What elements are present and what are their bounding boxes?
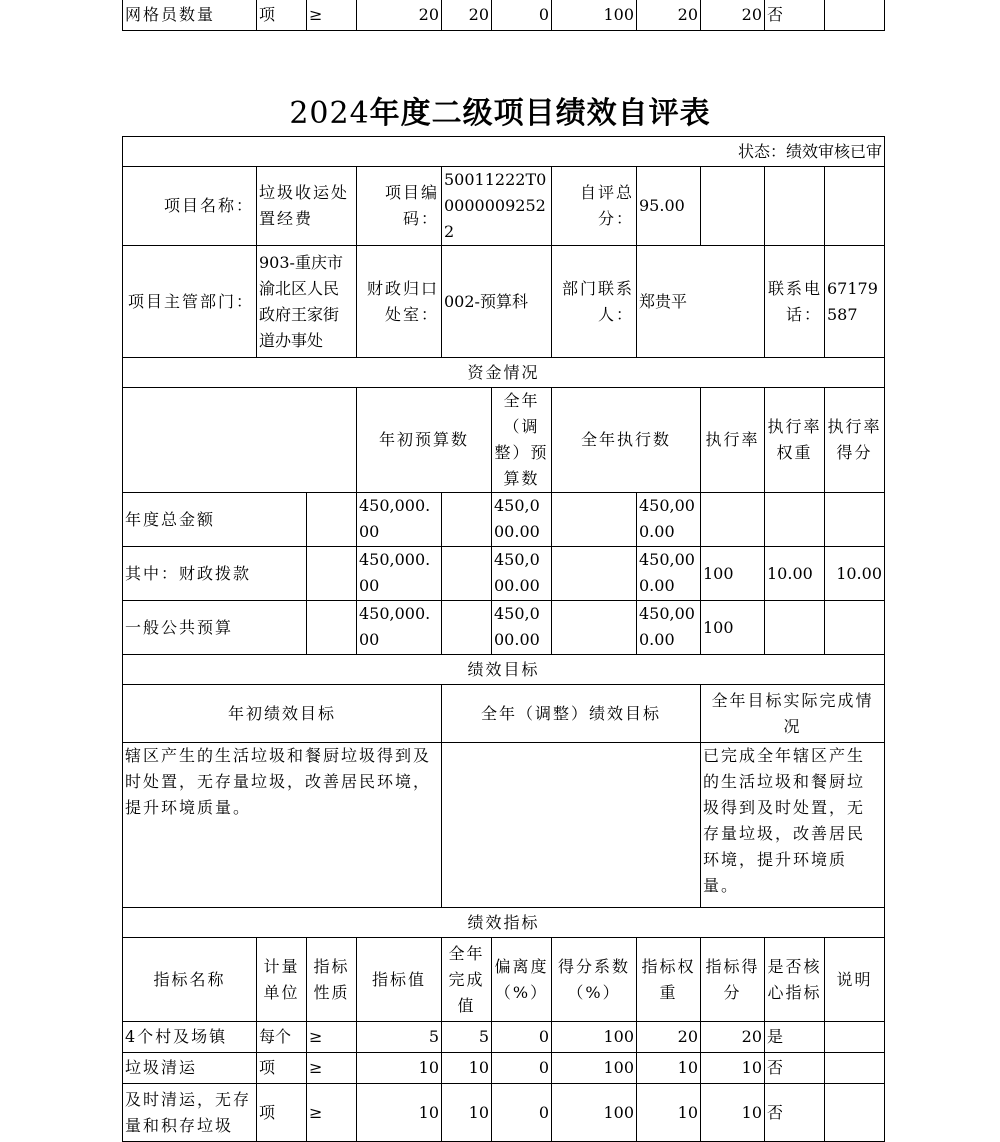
ind-header-nature: 指标性质 [307, 938, 357, 1022]
indicator-nature: ≥ [307, 1053, 357, 1084]
indicator-core: 否 [765, 1053, 825, 1084]
funds-header-initial: 年初预算数 [357, 388, 492, 493]
ind-header-weight: 指标权重 [637, 938, 701, 1022]
indicator-name: 网格员数量 [123, 0, 257, 31]
indicator-unit: 项 [257, 0, 307, 31]
funds-header-weight: 执行率权重 [765, 388, 825, 493]
phone-value: 67179587 [825, 246, 885, 358]
funds-header-executed: 全年执行数 [552, 388, 701, 493]
indicator-deviation: 0 [492, 1022, 552, 1053]
indicator-core: 否 [765, 1084, 825, 1142]
funds-initial: 450,000.00 [357, 601, 442, 655]
indicator-note [825, 0, 885, 31]
funds-executed: 450,000.00 [637, 493, 701, 547]
funds-executed: 450,000.00 [637, 601, 701, 655]
table-row [123, 1084, 885, 1142]
table-row [123, 0, 885, 31]
page-title [0, 88, 1000, 132]
indicator-score: 20 [701, 1022, 765, 1053]
funds-weight: 10.00 [765, 547, 825, 601]
table-row [123, 493, 885, 547]
funds-weight [765, 493, 825, 547]
contact-label: 部门联系人： [552, 246, 637, 358]
dept-label: 项目主管部门： [123, 246, 257, 358]
indicator-name: 4个村及场镇 [123, 1022, 257, 1053]
goal-initial-text: 辖区产生的生活垃圾和餐厨垃圾得到及时处置，无存量垃圾，改善居民环境，提升环境质量。 [123, 743, 442, 908]
ind-header-note: 说明 [825, 938, 885, 1022]
funds-initial: 450,000.00 [357, 547, 442, 601]
indicator-core: 是 [765, 1022, 825, 1053]
indicator-core: 否 [765, 0, 825, 31]
ind-header-core: 是否核心指标 [765, 938, 825, 1022]
project-code-value: 50011222T000000092522 [442, 167, 552, 246]
indicator-target: 5 [357, 1022, 442, 1053]
funds-adjusted: 450,000.00 [492, 547, 552, 601]
funds-adjusted: 450,000.00 [492, 601, 552, 655]
ind-header-score: 指标得分 [701, 938, 765, 1022]
self-score-value: 95.00 [637, 167, 701, 246]
indicator-weight: 20 [637, 0, 701, 31]
title-text: 年度二级项目绩效自评表 [369, 96, 711, 131]
indicator-nature: ≥ [307, 1084, 357, 1142]
previous-indicator-table [122, 0, 885, 31]
contact-value: 郑贵平 [637, 246, 765, 358]
indicator-full-value: 10 [442, 1084, 492, 1142]
indicator-nature: ≥ [307, 1022, 357, 1053]
dept-value: 903-重庆市渝北区人民政府王家街道办事处 [257, 246, 357, 358]
table-row [123, 1022, 885, 1053]
indicator-target: 20 [357, 0, 442, 31]
title-year: 2024 [289, 96, 370, 131]
indicator-weight: 20 [637, 1022, 701, 1053]
indicator-note [825, 1053, 885, 1084]
funds-score: 10.00 [825, 547, 885, 601]
indicator-weight: 10 [637, 1084, 701, 1142]
funds-rate [701, 493, 765, 547]
indicator-coefficient: 100 [552, 1053, 637, 1084]
funds-row-name: 年度总金额 [123, 493, 307, 547]
indicator-coefficient: 100 [552, 1084, 637, 1142]
table-row [123, 601, 885, 655]
ind-header-coefficient: 得分系数（%） [552, 938, 637, 1022]
ind-header-target: 指标值 [357, 938, 442, 1022]
indicator-unit: 项 [257, 1084, 307, 1142]
project-name-value: 垃圾收运处置经费 [257, 167, 357, 246]
indicator-deviation: 0 [492, 1053, 552, 1084]
fin-dept-value: 002-预算科 [442, 246, 552, 358]
indicator-unit: 项 [257, 1053, 307, 1084]
indicator-score: 10 [701, 1084, 765, 1142]
goal-actual-text: 已完成全年辖区产生的生活垃圾和餐厨垃圾得到及时处置，无存量垃圾，改善居民环境，提升环境质量。 [701, 743, 885, 908]
funds-row-name: 其中：财政拨款 [123, 547, 307, 601]
funds-score [825, 601, 885, 655]
funds-header-score: 执行率得分 [825, 388, 885, 493]
indicator-target: 10 [357, 1053, 442, 1084]
indicator-full-value: 20 [442, 0, 492, 31]
indicator-score: 20 [701, 0, 765, 31]
funds-rate: 100 [701, 601, 765, 655]
phone-label: 联系电话： [765, 246, 825, 358]
self-score-label: 自评总分： [552, 167, 637, 246]
indicators-section-header: 绩效指标 [123, 908, 885, 938]
goals-header-adjusted: 全年（调整）绩效目标 [442, 685, 701, 743]
indicator-full-value: 5 [442, 1022, 492, 1053]
performance-evaluation-table [122, 136, 885, 1142]
indicator-deviation: 0 [492, 1084, 552, 1142]
ind-header-full: 全年完成值 [442, 938, 492, 1022]
indicator-nature: ≥ [307, 0, 357, 31]
indicator-score: 10 [701, 1053, 765, 1084]
funds-header-rate: 执行率 [701, 388, 765, 493]
funds-score [825, 493, 885, 547]
ind-header-unit: 计量单位 [257, 938, 307, 1022]
indicator-name: 及时清运，无存量和积存垃圾 [123, 1084, 257, 1142]
project-name-label: 项目名称： [123, 167, 257, 246]
funds-adjusted: 450,000.00 [492, 493, 552, 547]
table-row [123, 547, 885, 601]
ind-header-name: 指标名称 [123, 938, 257, 1022]
indicator-deviation: 0 [492, 0, 552, 31]
indicator-weight: 10 [637, 1053, 701, 1084]
indicator-note [825, 1084, 885, 1142]
goals-section-header: 绩效目标 [123, 655, 885, 685]
indicator-coefficient: 100 [552, 0, 637, 31]
funds-section-header: 资金情况 [123, 358, 885, 388]
indicator-note [825, 1022, 885, 1053]
indicator-full-value: 10 [442, 1053, 492, 1084]
funds-rate: 100 [701, 547, 765, 601]
funds-row-name: 一般公共预算 [123, 601, 307, 655]
funds-header-adjusted: 全年（调整）预算数 [492, 388, 552, 493]
goals-header-actual: 全年目标实际完成情况 [701, 685, 885, 743]
fin-dept-label: 财政归口处室： [357, 246, 442, 358]
funds-executed: 450,000.00 [637, 547, 701, 601]
goals-header-initial: 年初绩效目标 [123, 685, 442, 743]
funds-weight [765, 601, 825, 655]
funds-initial: 450,000.00 [357, 493, 442, 547]
project-code-label: 项目编码： [357, 167, 442, 246]
indicator-name: 垃圾清运 [123, 1053, 257, 1084]
status-label: 状态：绩效审核已审 [123, 137, 885, 167]
indicator-unit: 每个 [257, 1022, 307, 1053]
indicator-target: 10 [357, 1084, 442, 1142]
ind-header-deviation: 偏离度（%） [492, 938, 552, 1022]
indicator-coefficient: 100 [552, 1022, 637, 1053]
table-row [123, 1053, 885, 1084]
goal-adjusted-text [442, 743, 701, 908]
